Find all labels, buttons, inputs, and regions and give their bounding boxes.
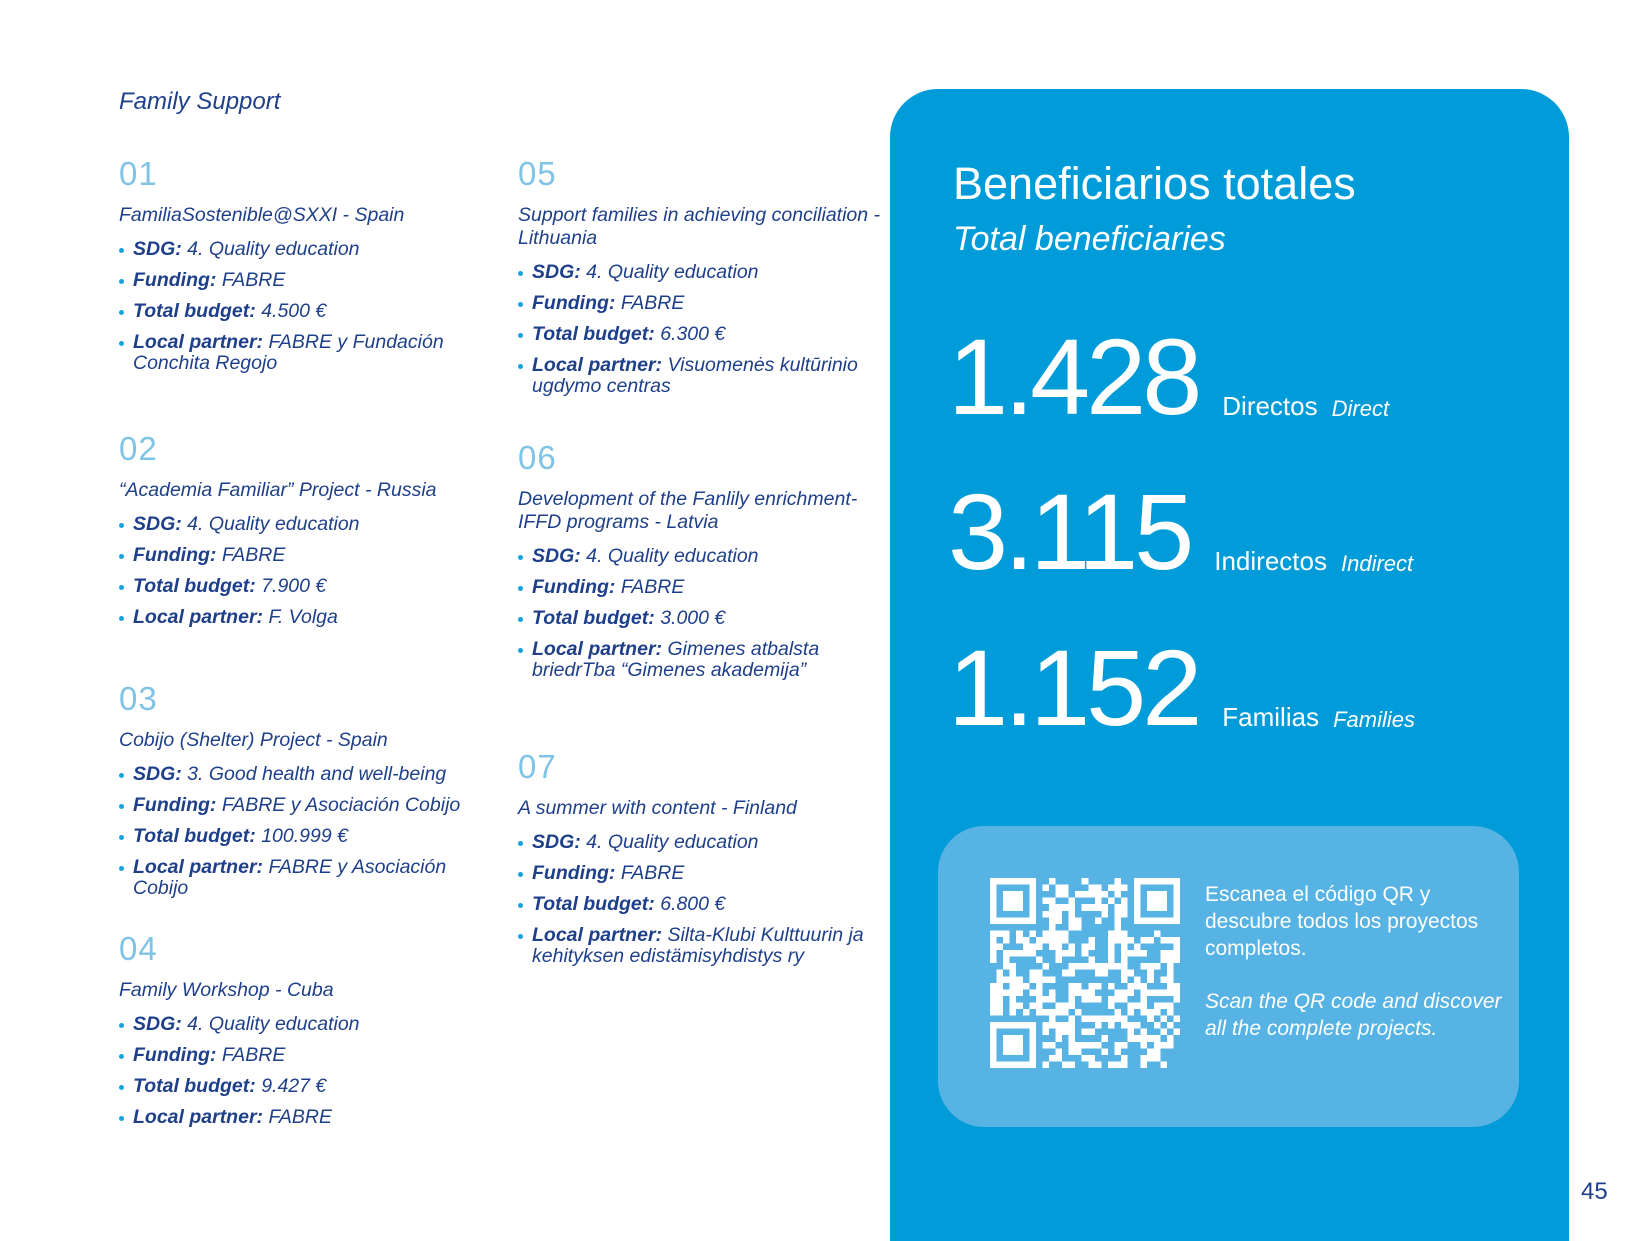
project-title: Development of the Fanlily enrichment-IFFD programs - Latvia <box>518 488 858 533</box>
beneficiaries-panel <box>890 89 1569 1241</box>
fact-key: Funding: <box>532 862 616 884</box>
project-fact <box>119 1014 489 1035</box>
bullet-icon <box>119 310 124 315</box>
project-fact <box>518 546 888 567</box>
fact-value: 6.800 € <box>660 893 726 915</box>
stat-indirect <box>948 471 1414 592</box>
fact-key: SDG: <box>133 513 182 535</box>
fact-value: FABRE <box>221 269 286 291</box>
project-fact <box>518 355 888 397</box>
fact-value: 3.000 € <box>660 607 726 629</box>
stat-direct <box>948 316 1390 437</box>
fact-value: FABRE y Fundación Conchita Regojo <box>133 331 444 374</box>
fact-key: Funding: <box>532 576 616 598</box>
project-block <box>518 157 888 407</box>
fact-key: Local partner: <box>532 924 663 946</box>
project-fact <box>119 1107 489 1128</box>
project-title: A summer with content - Finland <box>518 797 797 819</box>
fact-key: Total budget: <box>133 300 256 322</box>
bullet-icon <box>518 271 523 276</box>
fact-key: Total budget: <box>532 323 655 345</box>
project-number: 04 <box>119 930 158 967</box>
project-facts <box>119 239 489 374</box>
qr-text-en: Scan the QR code and discover all the complete projects. <box>1205 990 1502 1040</box>
fact-key: Total budget: <box>133 1075 256 1097</box>
bullet-icon <box>119 866 124 871</box>
fact-value: FABRE y Asociación Cobijo <box>221 794 461 816</box>
stat-families <box>948 627 1415 748</box>
project-title: “Academia Familiar” Project - Russia <box>119 479 437 501</box>
stat-families-label-en: Families <box>1333 707 1415 733</box>
fact-value: 100.999 € <box>261 825 348 847</box>
fact-key: Local partner: <box>133 856 264 878</box>
bullet-icon <box>518 617 523 622</box>
project-fact <box>518 894 888 915</box>
fact-key: Local partner: <box>532 354 663 376</box>
stat-direct-label-en: Direct <box>1331 396 1390 422</box>
fact-value: Gimenes atbalsta briedrTba “Gimenes akademija” <box>532 638 820 681</box>
bullet-icon <box>119 248 124 253</box>
project-block <box>119 432 489 638</box>
fact-value: 9.427 € <box>261 1075 327 1097</box>
fact-key: Total budget: <box>532 607 655 629</box>
bullet-icon <box>518 586 523 591</box>
fact-key: SDG: <box>133 238 182 260</box>
bullet-icon <box>119 585 124 590</box>
project-fact <box>119 545 489 566</box>
fact-key: Total budget: <box>133 575 256 597</box>
fact-value: 4. Quality education <box>187 1013 360 1035</box>
bullet-icon <box>518 903 523 908</box>
stat-indirect-label-en: Indirect <box>1340 551 1414 577</box>
fact-key: Total budget: <box>133 825 256 847</box>
bullet-icon <box>119 1085 124 1090</box>
bullet-icon <box>518 333 523 338</box>
bullet-icon <box>119 616 124 621</box>
fact-value: FABRE <box>268 1106 333 1128</box>
bullet-icon <box>119 523 124 528</box>
project-fact <box>119 332 489 374</box>
project-fact <box>119 764 489 785</box>
project-fact <box>119 1076 489 1097</box>
project-fact <box>119 301 489 322</box>
fact-key: Funding: <box>133 1044 217 1066</box>
fact-key: SDG: <box>133 1013 182 1035</box>
beneficiaries-title: Beneficiarios totales <box>953 158 1356 209</box>
fact-value: 3. Good health and well-being <box>187 763 447 785</box>
fact-key: Funding: <box>133 544 217 566</box>
project-number: 02 <box>119 430 158 467</box>
fact-value: 4. Quality education <box>586 545 759 567</box>
project-fact <box>518 925 888 967</box>
fact-value: FABRE y Asociación Cobijo <box>133 856 447 899</box>
qr-box <box>938 826 1519 1127</box>
qr-code-icon[interactable] <box>990 878 1180 1068</box>
bullet-icon <box>518 872 523 877</box>
bullet-icon <box>518 364 523 369</box>
bullet-icon <box>119 279 124 284</box>
stat-direct-value: 1.428 <box>948 316 1199 437</box>
bullet-icon <box>518 648 523 653</box>
project-facts <box>518 832 888 967</box>
bullet-icon <box>518 302 523 307</box>
project-fact <box>119 795 489 816</box>
fact-key: Total budget: <box>532 893 655 915</box>
project-title: Support families in achieving conciliation - Lithuania <box>518 204 881 249</box>
project-fact <box>119 514 489 535</box>
project-fact <box>518 262 888 283</box>
project-fact <box>518 639 888 681</box>
stat-families-label: Familias <box>1222 702 1320 733</box>
project-block <box>518 441 888 691</box>
fact-key: Local partner: <box>133 331 264 353</box>
project-fact <box>518 577 888 598</box>
project-fact <box>518 863 888 884</box>
bullet-icon <box>518 841 523 846</box>
bullet-icon <box>119 554 124 559</box>
project-fact <box>119 607 489 628</box>
fact-value: 4. Quality education <box>586 831 759 853</box>
bullet-icon <box>119 1023 124 1028</box>
fact-value: 4. Quality education <box>187 513 360 535</box>
fact-value: 4. Quality education <box>187 238 360 260</box>
bullet-icon <box>119 773 124 778</box>
fact-key: Funding: <box>133 794 217 816</box>
fact-key: SDG: <box>532 261 581 283</box>
project-fact <box>518 293 888 314</box>
section-title: Family Support <box>119 88 281 115</box>
fact-value: F. Volga <box>268 606 338 628</box>
project-title: FamiliaSostenible@SXXI - Spain <box>119 204 405 226</box>
page-number: 45 <box>1581 1178 1608 1205</box>
project-facts <box>119 1014 489 1128</box>
fact-value: FABRE <box>620 862 685 884</box>
project-fact <box>119 857 489 899</box>
qr-text-es: Escanea el código QR y descubre todos los proyectos completos. <box>1205 883 1479 960</box>
fact-key: SDG: <box>532 545 581 567</box>
stat-indirect-label: Indirectos <box>1214 546 1327 577</box>
project-number: 05 <box>518 155 557 192</box>
bullet-icon <box>119 341 124 346</box>
stat-direct-label: Directos <box>1222 391 1318 422</box>
fact-value: FABRE <box>221 1044 286 1066</box>
fact-key: Funding: <box>133 269 217 291</box>
project-fact <box>119 270 489 291</box>
project-block <box>119 682 489 909</box>
bullet-icon <box>518 555 523 560</box>
project-title: Cobijo (Shelter) Project - Spain <box>119 729 388 751</box>
project-number: 07 <box>518 748 557 785</box>
bullet-icon <box>119 1054 124 1059</box>
project-block <box>119 932 489 1138</box>
project-facts <box>518 262 888 397</box>
project-fact <box>518 832 888 853</box>
fact-key: SDG: <box>532 831 581 853</box>
bullet-icon <box>518 934 523 939</box>
stat-indirect-value: 3.115 <box>948 471 1191 592</box>
stat-families-value: 1.152 <box>948 627 1199 748</box>
bullet-icon <box>119 804 124 809</box>
fact-value: 7.900 € <box>261 575 327 597</box>
fact-key: Local partner: <box>133 606 264 628</box>
fact-value: 6.300 € <box>660 323 726 345</box>
bullet-icon <box>119 835 124 840</box>
project-fact <box>119 576 489 597</box>
project-fact <box>119 1045 489 1066</box>
project-title: Family Workshop - Cuba <box>119 979 334 1001</box>
beneficiaries-subtitle: Total beneficiaries <box>953 220 1226 258</box>
fact-key: SDG: <box>133 763 182 785</box>
project-number: 03 <box>119 680 158 717</box>
project-block <box>119 157 489 384</box>
fact-value: 4. Quality education <box>586 261 759 283</box>
bullet-icon <box>119 1116 124 1121</box>
fact-key: Funding: <box>532 292 616 314</box>
fact-value: Visuomenės kultūrinio ugdymo centras <box>532 354 858 397</box>
qr-text <box>1205 881 1505 1042</box>
project-fact <box>119 826 489 847</box>
fact-value: FABRE <box>221 544 286 566</box>
project-facts <box>518 546 888 681</box>
project-number: 01 <box>119 155 158 192</box>
project-facts <box>119 514 489 628</box>
project-fact <box>518 608 888 629</box>
fact-value: FABRE <box>620 576 685 598</box>
project-facts <box>119 764 489 899</box>
fact-value: Silta-Klubi Kulttuurin ja kehityksen edistämisyhdistys ry <box>532 924 864 967</box>
project-block <box>518 750 888 977</box>
fact-key: Local partner: <box>133 1106 264 1128</box>
project-fact <box>119 239 489 260</box>
fact-value: FABRE <box>620 292 685 314</box>
fact-value: 4.500 € <box>261 300 327 322</box>
project-number: 06 <box>518 439 557 476</box>
project-fact <box>518 324 888 345</box>
fact-key: Local partner: <box>532 638 663 660</box>
